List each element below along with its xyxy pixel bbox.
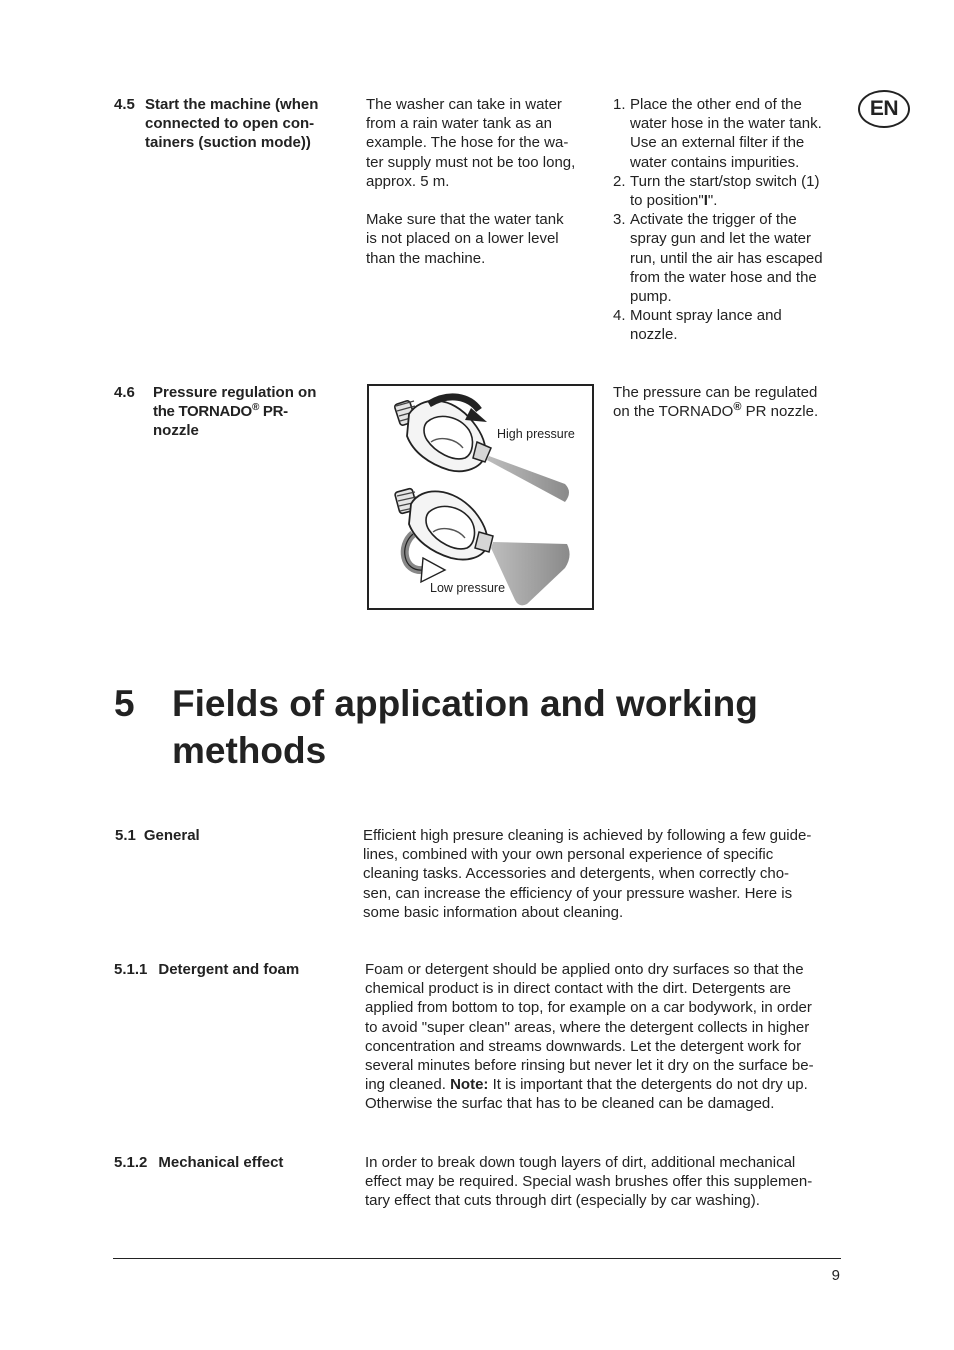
page-number: 9	[831, 1267, 840, 1284]
section-5-1-text	[363, 826, 848, 922]
section-title: Detergent and foam	[158, 961, 300, 978]
text-line: than the machine.	[366, 249, 486, 267]
text-line: cleaning tasks. Accessories and detergents, when correctly cho-	[363, 865, 790, 883]
title-line: Fields of application and working	[172, 683, 758, 724]
text-line: effect may be required. Special wash brushes offer this supplemen-	[365, 1173, 813, 1191]
section-5-1-2-text	[365, 1153, 850, 1211]
section-title	[145, 95, 345, 153]
text-line: ter supply must not be too long,	[366, 153, 576, 171]
text-line: Efficient high presure cleaning is achieved by following a few guide-	[363, 827, 812, 844]
text-fragment: ".	[707, 192, 718, 210]
text-fragment: It is important that the detergents do not dry up.	[488, 1076, 808, 1094]
title-line	[153, 402, 348, 421]
section-title: Mechanical effect	[158, 1154, 284, 1171]
section-4-5-steps	[613, 95, 848, 345]
text-fragment: ing cleaned.	[365, 1076, 451, 1094]
chapter-number: 5	[114, 683, 135, 724]
nozzle-icon	[394, 488, 493, 559]
low-pressure-label: Low pressure	[430, 581, 506, 595]
section-5-1-1-heading	[114, 960, 299, 979]
section-4-6-description	[613, 383, 848, 421]
step-number: 1.	[613, 96, 626, 113]
registered-mark: ®	[733, 401, 742, 414]
title-line: nozzle	[153, 422, 199, 440]
chapter-title	[172, 680, 852, 774]
section-5-1-1-text	[365, 960, 850, 1114]
switch-position: I	[703, 192, 708, 210]
text-line: concentration and streams downwards. Let the detergent work for	[365, 1037, 802, 1055]
step-number: 3.	[613, 211, 626, 229]
section-4-5-description	[366, 95, 601, 268]
text-line: sen, can increase the efficiency of your pressure washer. Here is	[363, 884, 793, 902]
title-line: Start the machine (when	[145, 96, 319, 113]
text-line: pump.	[630, 288, 672, 306]
nozzle-figure	[367, 384, 594, 610]
text-line: some basic information about cleaning.	[363, 903, 624, 921]
text-line: from a rain water tank as an	[366, 115, 552, 133]
text-line: chemical product is in direct contact with the dirt. Detergents are	[365, 980, 792, 998]
footer-divider	[113, 1258, 841, 1259]
high-pressure-label: High pressure	[497, 427, 575, 441]
section-number: 4.6	[114, 384, 135, 401]
text-line: nozzle.	[630, 326, 678, 344]
text-line: Use an external filter if the	[630, 134, 805, 152]
text-line: Place the other end of the	[630, 96, 802, 113]
text-fragment: to position"	[630, 192, 704, 210]
section-title	[153, 383, 348, 441]
text-line: is not placed on a lower level	[366, 230, 559, 248]
text-fragment: PR-	[259, 403, 288, 421]
text-line: several minutes before rinsing but never let it dry on the surface be-	[365, 1057, 814, 1075]
note-label: Note:	[450, 1076, 489, 1094]
text-line: approx. 5 m.	[366, 172, 450, 190]
text-line: spray gun and let the water	[630, 230, 811, 248]
text-fragment: PR nozzle.	[741, 403, 819, 421]
text-fragment: the TORNADO	[153, 403, 252, 421]
text-line: tary effect that cuts through dirt (especially by car washing).	[365, 1192, 760, 1210]
text-line: Otherwise the surfac that has to be cleaned can be damaged.	[365, 1095, 775, 1113]
section-5-1-heading	[115, 826, 200, 845]
text-line: to avoid "super clean" areas, where the detergent collects in higher	[365, 1018, 810, 1036]
step-item	[613, 210, 848, 306]
step-item	[613, 172, 848, 210]
text-line: Mount spray lance and	[630, 307, 782, 325]
language-badge: EN	[858, 90, 910, 128]
step-number: 2.	[613, 172, 626, 190]
text-line: The washer can take in water	[366, 96, 562, 113]
text-line: Activate the trigger of the	[630, 211, 797, 229]
section-5-1-2-heading	[114, 1153, 283, 1172]
section-number: 5.1	[115, 827, 136, 844]
section-number: 4.5	[114, 96, 135, 113]
title-line: tainers (suction mode))	[145, 134, 311, 152]
spray-icon	[487, 456, 569, 502]
step-number: 4.	[613, 307, 626, 325]
title-line: connected to open con-	[145, 115, 315, 133]
text-line: run, until the air has escaped	[630, 249, 823, 267]
title-line: Pressure regulation on	[153, 384, 317, 401]
text-line: example. The hose for the wa-	[366, 134, 569, 152]
nozzle-illustration	[369, 386, 592, 608]
text-line: water contains impurities.	[630, 153, 800, 171]
title-line: methods	[172, 730, 327, 771]
spray-icon	[491, 542, 570, 605]
text-line	[365, 1075, 850, 1094]
step-item	[613, 95, 848, 172]
text-line: Foam or detergent should be applied onto dry surfaces so that the	[365, 961, 804, 978]
section-number: 5.1.1	[114, 961, 148, 978]
text-line	[630, 191, 848, 210]
text-line: from the water hose and the	[630, 268, 817, 286]
registered-mark: ®	[251, 402, 260, 414]
text-line: The pressure can be regulated	[613, 384, 818, 401]
text-line: In order to break down tough layers of dirt, additional mechanical	[365, 1154, 796, 1171]
text-fragment: on the TORNADO	[613, 403, 734, 421]
section-number: 5.1.2	[114, 1154, 148, 1171]
text-line: lines, combined with your own personal experience of specific	[363, 846, 774, 864]
text-line	[613, 402, 848, 421]
text-line: Turn the start/stop switch (1)	[630, 172, 820, 190]
text-line: Make sure that the water tank	[366, 211, 564, 229]
step-item	[613, 306, 848, 344]
text-line: water hose in the water tank.	[630, 115, 822, 133]
text-line: applied from bottom to top, for example on a car bodywork, in order	[365, 999, 812, 1017]
section-title: General	[143, 827, 200, 844]
